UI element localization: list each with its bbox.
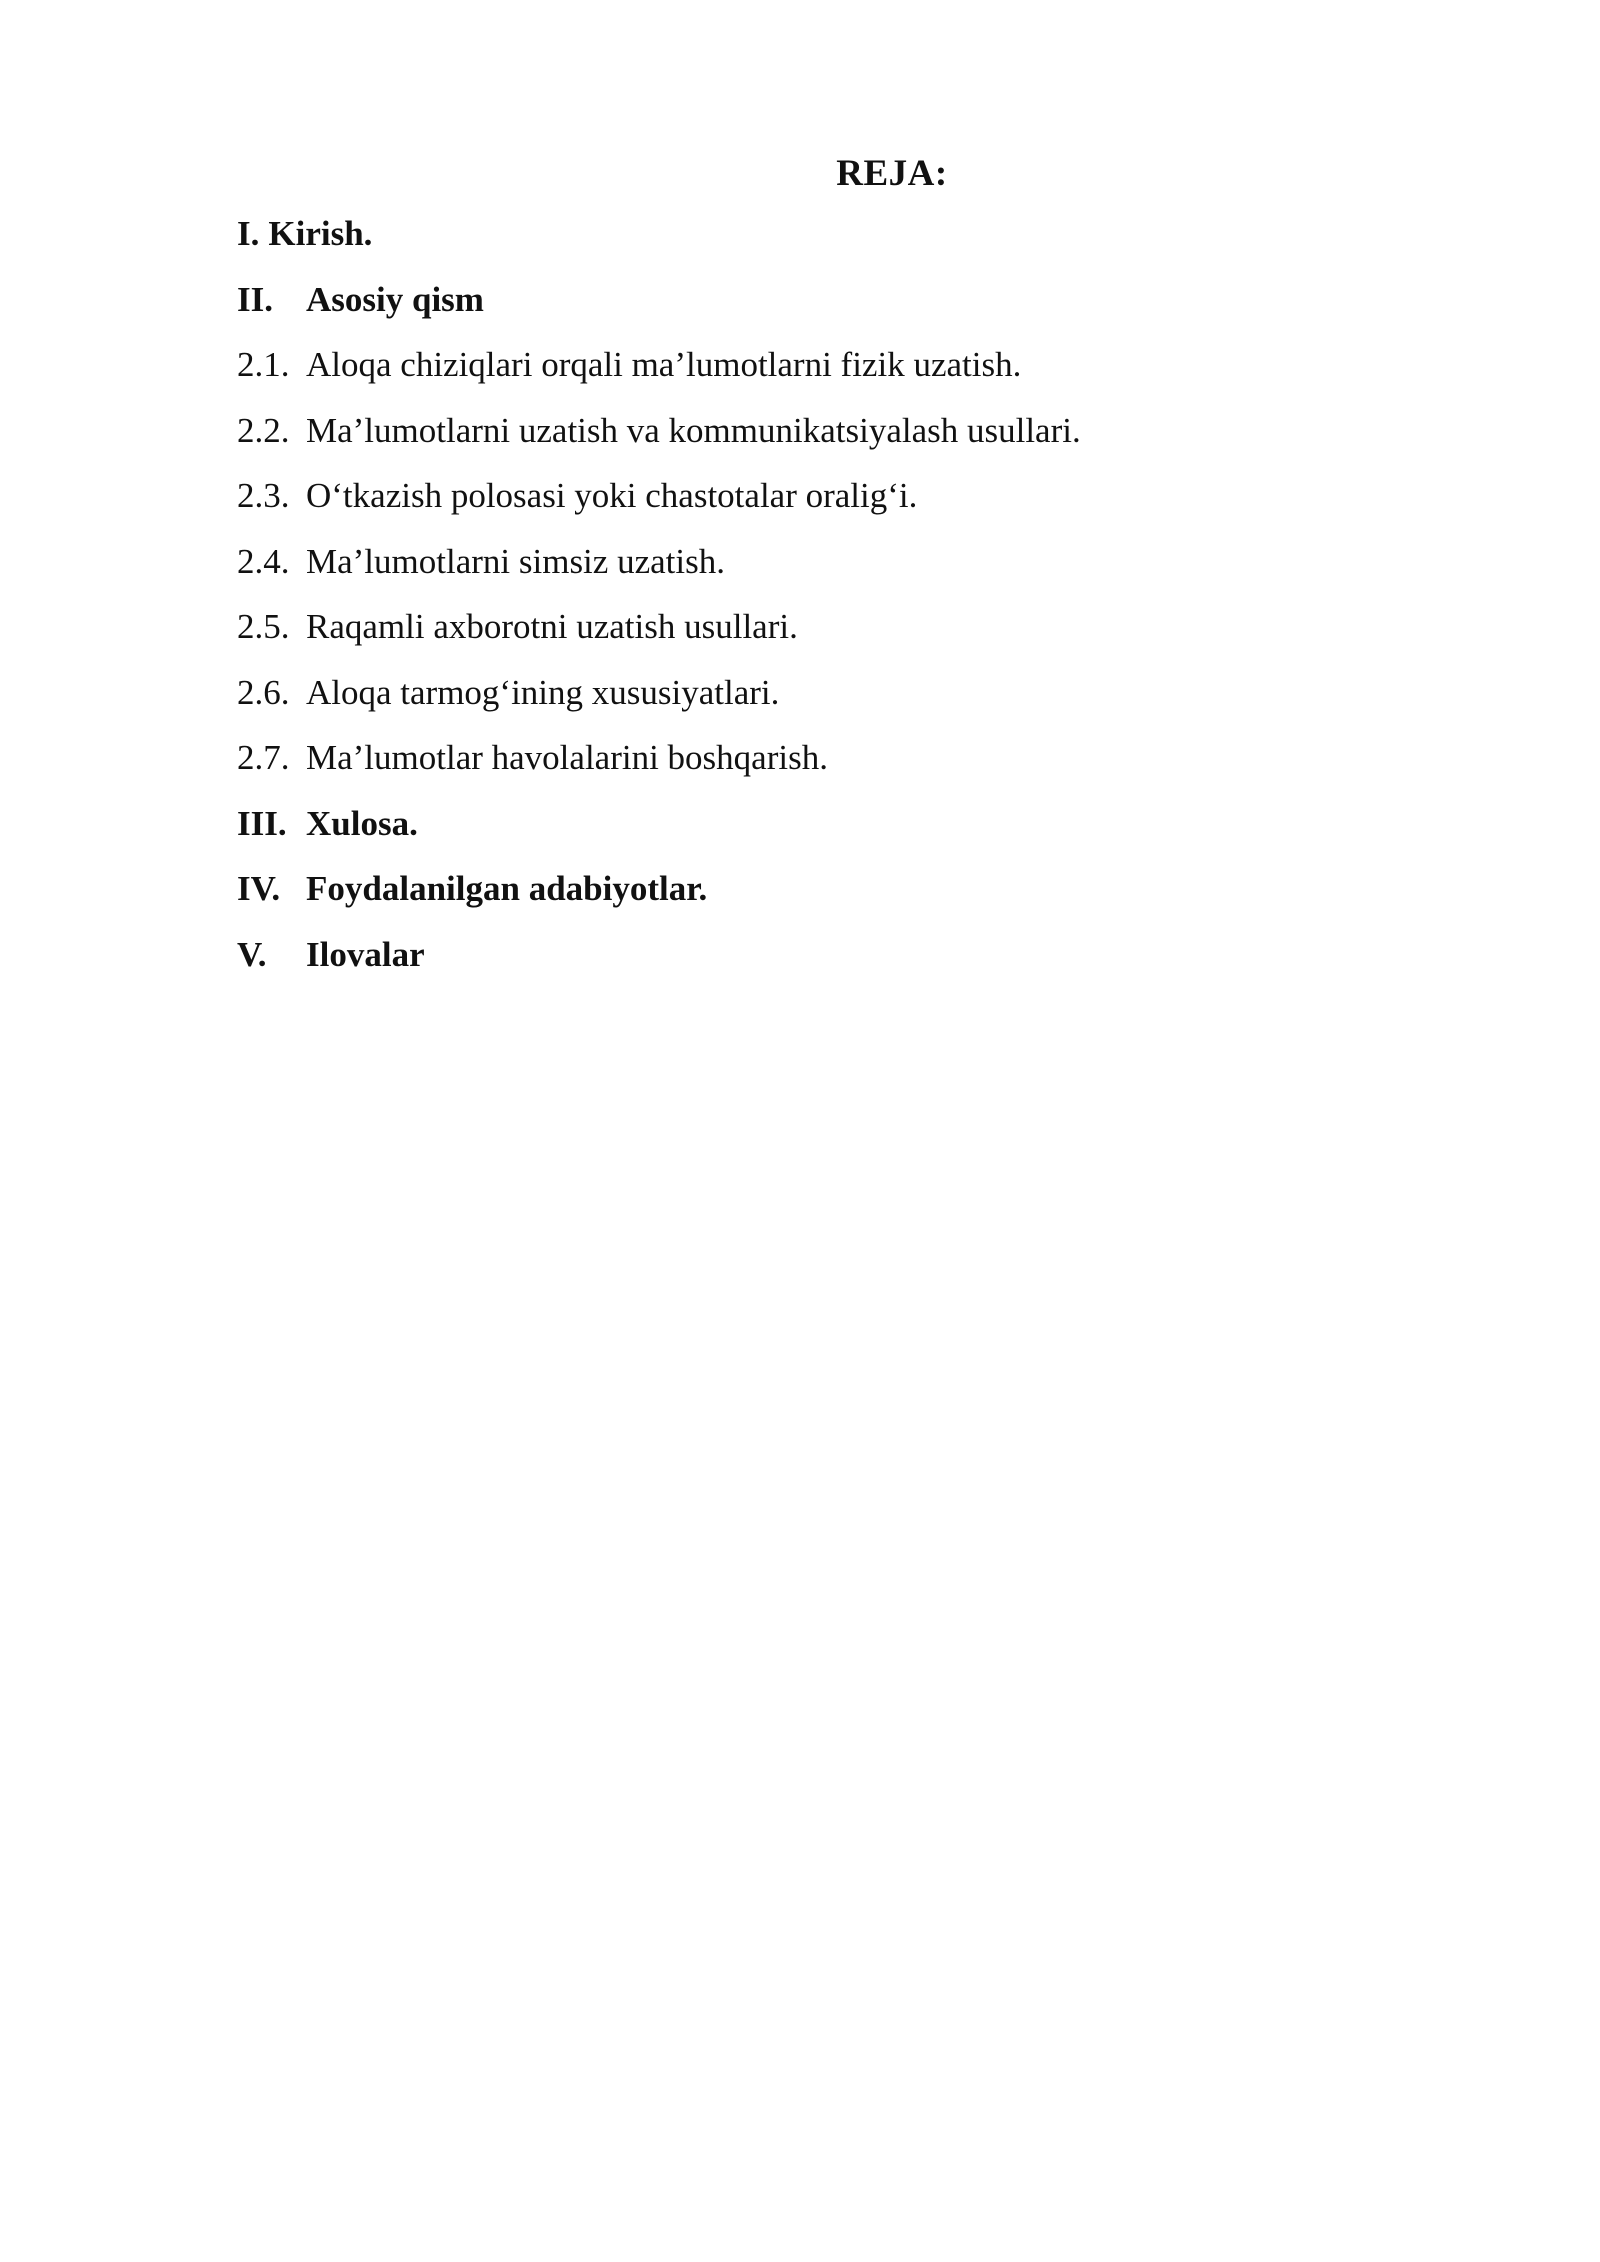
outline-item-number: 2.2. <box>237 410 290 450</box>
outline-item-2-1 <box>237 345 1081 411</box>
outline-item-number: 2.6. <box>237 672 290 712</box>
outline-item-number: 2.5. <box>237 607 290 646</box>
outline-item-number: 2.7. <box>237 738 290 777</box>
outline-item-number: 2.1. <box>237 345 290 384</box>
outline-item-text: Aloqa tarmog‘ining xususiyatlari. <box>306 672 780 712</box>
outline-item-number: III. <box>237 803 287 843</box>
outline-item-number: II. <box>237 279 273 319</box>
outline-item-text: Aloqa chiziqlari orqali ma’lumotlarni fizik uzatish. <box>306 345 1022 384</box>
outline-list <box>237 214 1081 1000</box>
outline-item-text: Ma’lumotlarni simsiz uzatish. <box>306 541 725 581</box>
page-title: REJA: <box>836 153 948 194</box>
outline-item-2-5 <box>237 607 1081 673</box>
outline-item-number: IV. <box>237 869 281 908</box>
outline-item-number: I. <box>237 214 260 253</box>
outline-item-text: Raqamli axborotni uzatish usullari. <box>306 607 798 646</box>
outline-item-text: Ilovalar <box>306 934 425 974</box>
outline-item-text: O‘tkazish polosasi yoki chastotalar oralig‘i. <box>306 476 918 515</box>
outline-item-adabiyotlar <box>237 869 1081 935</box>
outline-item-number: 2.4. <box>237 541 290 581</box>
outline-item-xulosa <box>237 804 1081 870</box>
outline-item-2-3 <box>237 476 1081 542</box>
outline-item-text: Ma’lumotlarni uzatish va kommunikatsiyalash usullari. <box>306 410 1081 450</box>
outline-item-text: Foydalanilgan adabiyotlar. <box>306 869 708 908</box>
outline-item-text: Asosiy qism <box>306 279 484 319</box>
outline-item-kirish <box>237 214 1081 280</box>
outline-item-text: Kirish. <box>268 214 373 253</box>
outline-item-asosiy-qism <box>237 280 1081 346</box>
outline-item-2-2 <box>237 411 1081 477</box>
outline-item-number: 2.3. <box>237 476 290 515</box>
outline-item-2-6 <box>237 673 1081 739</box>
outline-item-text: Ma’lumotlar havolalarini boshqarish. <box>306 738 828 777</box>
outline-item-ilovalar <box>237 935 1081 1001</box>
outline-item-2-4 <box>237 542 1081 608</box>
outline-item-text: Xulosa. <box>306 803 418 843</box>
outline-item-2-7 <box>237 738 1081 804</box>
outline-item-number: V. <box>237 934 267 974</box>
